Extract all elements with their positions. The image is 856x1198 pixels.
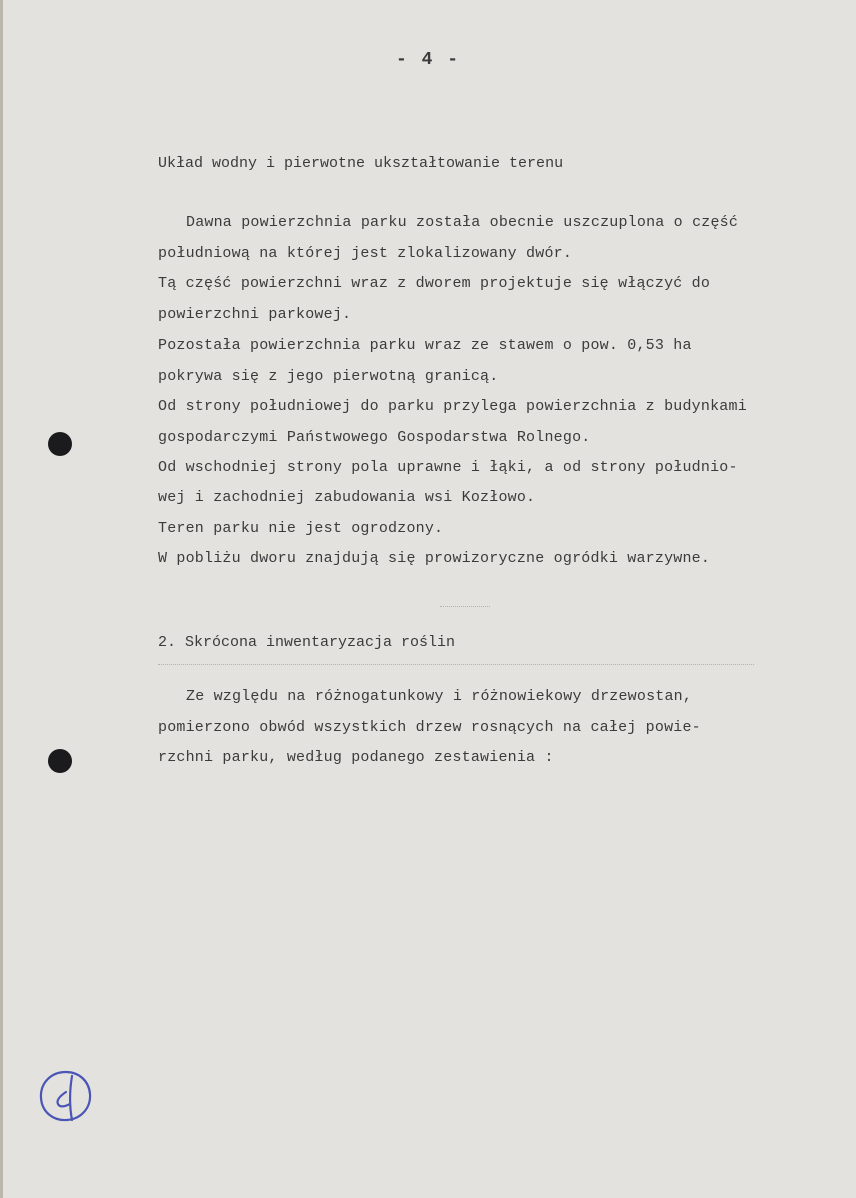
faint-rule <box>158 664 754 665</box>
text-line: Tą część powierzchni wraz z dworem projektuje się włączyć do <box>158 275 711 292</box>
text-line: południową na której jest zlokalizowany dwór. <box>158 245 573 262</box>
text-line: Od wschodniej strony pola uprawne i łąki, a od strony południo- <box>158 459 738 476</box>
handwritten-circled-mark-icon <box>36 1066 96 1126</box>
text-line: pomierzono obwód wszystkich drzew rosnących na całej powie- <box>158 719 701 736</box>
punch-hole-upper <box>48 432 72 456</box>
text-line: W pobliżu dworu znajdują się prowizoryczne ogródki warzywne. <box>158 550 711 567</box>
text-line: gospodarczymi Państwowego Gospodarstwa Rolnego. <box>158 429 591 446</box>
section-heading-plant-inventory: 2. Skrócona inwentaryzacja roślin <box>158 634 456 651</box>
text-line: Teren parku nie jest ogrodzony. <box>158 520 444 537</box>
section-heading-water-terrain: Układ wodny i pierwotne ukształtowanie terenu <box>158 155 564 172</box>
text-line: powierzchni parkowej. <box>158 306 352 323</box>
text-line: Dawna powierzchnia parku została obecnie uszczuplona o część <box>186 214 739 231</box>
page-number: - 4 - <box>395 50 460 70</box>
text-line: pokrywa się z jego pierwotną granicą. <box>158 368 499 385</box>
text-line: Ze względu na różnogatunkowy i różnowiekowy drzewostan, <box>186 688 693 705</box>
text-line: wej i zachodniej zabudowania wsi Kozłowo. <box>158 489 536 506</box>
text-line: Pozostała powierzchnia parku wraz ze stawem o pow. 0,53 ha <box>158 337 692 354</box>
punch-hole-lower <box>48 749 72 773</box>
faint-rule <box>440 606 490 607</box>
text-line: rzchni parku, według podanego zestawienia : <box>158 749 554 766</box>
text-line: Od strony południowej do parku przylega powierzchnia z budynkami <box>158 398 747 415</box>
page-edge <box>0 0 3 1198</box>
